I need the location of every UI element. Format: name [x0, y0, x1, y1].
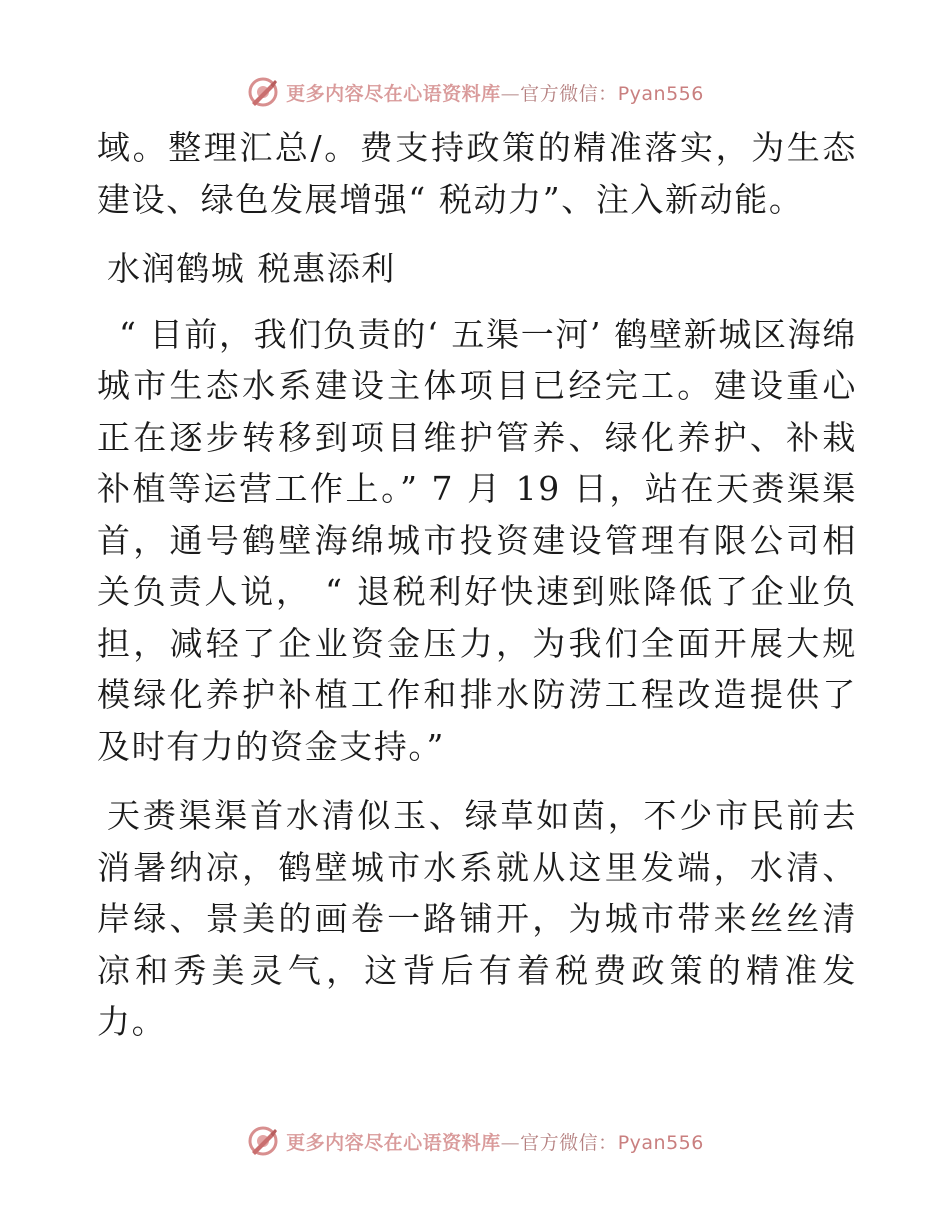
banner-wechat-label: 官方微信：	[520, 82, 618, 105]
footer-watermark-banner	[0, 1121, 950, 1161]
section-heading: 水润鹤城 税惠添利	[107, 249, 396, 288]
paragraph-quote: “ 目前，我们负责的‘ 五渠一河’ 鹤壁新城区海绵城市生态水系建设主体项目已经完工。建设重心正在逐步转移到项目维护管养、绿化养护、补栽补植等运营工作上。” 7 月 19 日，站在天赉渠渠首，通号鹤壁海绵城市投资建设管理有限公司相关负责人说， “ 退税利好快速到账降低了企业负担，减轻了企业资金压力，为我们全面开展大规模绿化养护补植工作和排水防涝工程改造提供了及时有力的资金支持。”	[97, 314, 857, 766]
banner-wechat-id: Pyan556	[617, 82, 704, 105]
document-body	[97, 122, 857, 1066]
brand-logo-icon	[246, 75, 280, 109]
header-watermark-banner	[0, 72, 950, 112]
banner-brand-text: 更多内容尽在心语资料库	[286, 82, 501, 105]
banner-brand-text: 更多内容尽在心语资料库	[286, 1131, 501, 1154]
paragraph-continuation: 域。整理汇总/。费支持政策的精准落实，为生态建设、绿色发展增强“ 税动力”、注入新动能。	[97, 128, 857, 219]
banner-separator: —	[500, 82, 521, 105]
banner-separator: —	[500, 1131, 521, 1154]
brand-logo-icon	[246, 1124, 280, 1158]
banner-wechat-label: 官方微信：	[520, 1131, 618, 1154]
banner-wechat-id: Pyan556	[617, 1131, 704, 1154]
paragraph-scenery: 天赉渠渠首水清似玉、绿草如茵，不少市民前去消暑纳凉，鹤壁城市水系就从这里发端，水清、岸绿、景美的画卷一路铺开，为城市带来丝丝清凉和秀美灵气，这背后有着税费政策的精准发力。	[97, 796, 857, 1041]
